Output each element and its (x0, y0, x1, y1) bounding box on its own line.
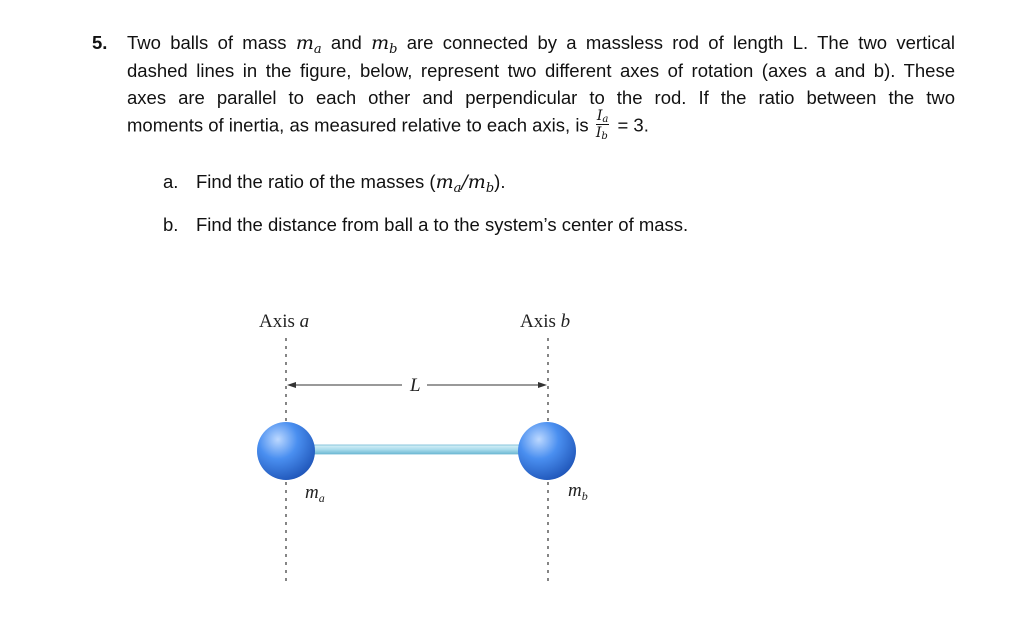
sub-question-text: Find the ratio of the masses $(m_a/m_b)$. (196, 171, 506, 196)
ball-a (257, 422, 315, 480)
sub-question-label: b. (163, 214, 179, 235)
ball-b (518, 422, 576, 480)
question-number: 5. (92, 32, 108, 53)
math-slash: / (461, 171, 468, 193)
math-mass-b: $m_b$ (467, 171, 495, 196)
arrowhead-right (538, 382, 547, 388)
text-segment: Two balls of mass (127, 32, 296, 53)
math-mass-b: $m_b$ (371, 32, 398, 57)
length-label: L (410, 375, 421, 396)
mass-a-label: $m_a$ (305, 482, 325, 505)
question-line-3: axes are parallel to each other and perpendicular to the rod. If the ratio between the two (127, 87, 955, 108)
question-line-2: dashed lines in the figure, below, represent two different axes of rotation (axes a and b). These (127, 60, 955, 81)
text-segment: moments of inertia, as measured relative to each axis, is (127, 114, 594, 136)
sub-question-label: a. (163, 171, 179, 192)
text-segment: = 3. (612, 114, 649, 136)
mass-b-label: $m_b$ (568, 480, 588, 503)
axis-b-label: Axis b (520, 311, 571, 332)
axis-a-label: Axis a (259, 311, 310, 332)
text-segment: are connected by a massless rod of length L. The two vertical (397, 32, 955, 53)
text-segment: and (321, 32, 372, 53)
massless-rod (310, 445, 525, 454)
math-mass-a: $m_a$ (295, 32, 322, 57)
sub-question-text: Find the distance from ball a to the system’s center of mass. (196, 214, 689, 235)
math-mass-a: $m_a$ (435, 171, 462, 196)
arrowhead-left (287, 382, 296, 388)
inertia-ratio-fraction: $\frac{I_a}{I_b}$ (595, 108, 609, 142)
